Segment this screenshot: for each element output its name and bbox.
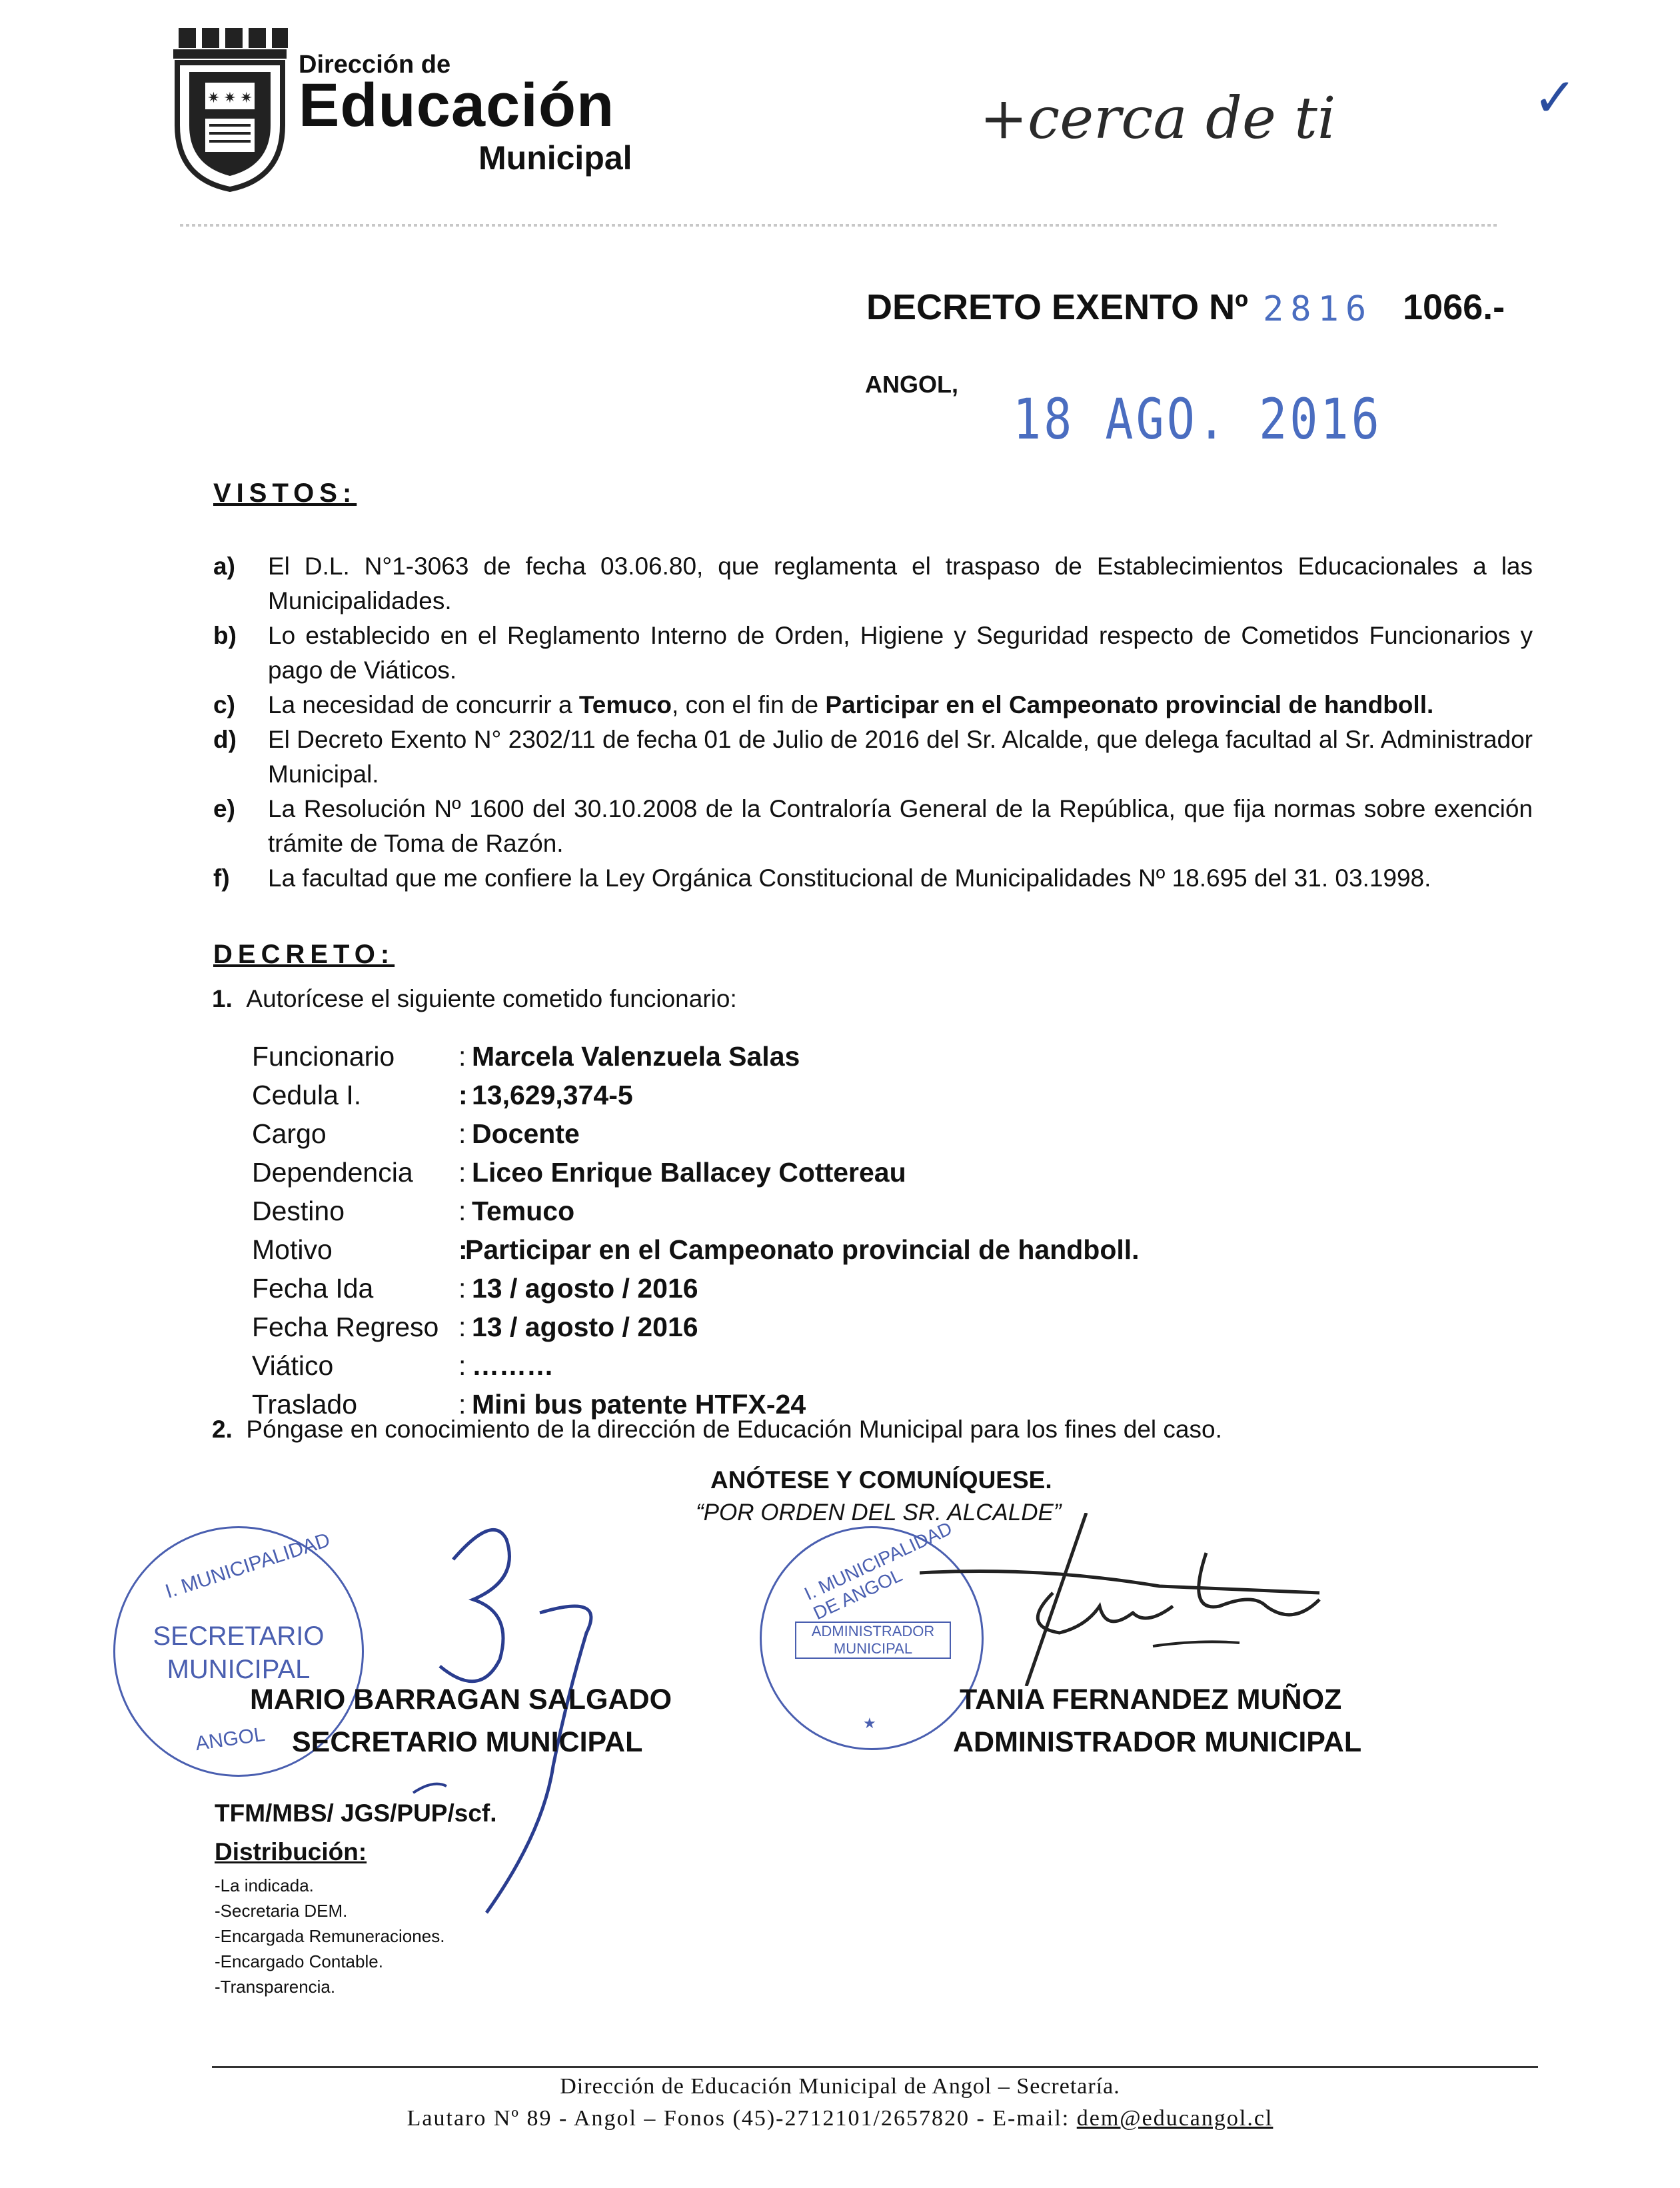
item-letter: f) [213, 864, 230, 892]
decree-number: 1066.- [1403, 287, 1505, 327]
field-value: ……… [472, 1350, 554, 1381]
footer-line-1: Dirección de Educación Municipal de Angol – Secretaría. [560, 2074, 1120, 2099]
seal-mid-text: ADMINISTRADOR [811, 1623, 935, 1640]
item-letter: e) [213, 795, 235, 822]
field-row: Cargo : Docente [252, 1118, 580, 1149]
field-row: Viático : ……… [252, 1350, 554, 1381]
field-label: Dependencia [252, 1156, 413, 1188]
distribution-list [215, 1873, 444, 1999]
seal-mid-text: MUNICIPAL [833, 1640, 913, 1657]
item-text: El D.L. N°1-3063 de fecha 03.06.80, que reglamenta el traspaso de Establecimientos Educacionales a las Municipalidades. [268, 552, 1533, 614]
field-row: Fecha Regreso : 13 / agosto / 2016 [252, 1311, 698, 1342]
list-item: -Secretaria DEM. [215, 1901, 348, 1921]
field-label: Fecha Regreso [252, 1311, 439, 1342]
list-item [213, 549, 1533, 618]
distribution-title: Distribución: [215, 1838, 367, 1865]
administrador-role: ADMINISTRADOR MUNICIPAL [953, 1726, 1362, 1758]
field-row: Dependencia : Liceo Enrique Ballacey Cottereau [252, 1156, 906, 1188]
secretario-role: SECRETARIO MUNICIPAL [292, 1726, 643, 1758]
item-letter: c) [213, 691, 235, 718]
field-row: Funcionario : Marcela Valenzuela Salas [252, 1040, 800, 1072]
decreto-point-2 [212, 1416, 1222, 1444]
list-item: -Transparencia. [215, 1977, 336, 1997]
footer-divider [212, 2066, 1538, 2068]
field-row: Motivo : Participar en el Campeonato provincial de handboll. [252, 1234, 1140, 1265]
footer-line-2 [0, 2106, 1680, 2131]
item-text: La facultad que me confiere la Ley Orgánica Constitucional de Municipalidades Nº 18.695 del 31. 03.1998. [268, 864, 1431, 892]
seal-star-icon: ★ [863, 1715, 876, 1731]
administrador-signature [920, 1513, 1346, 1686]
vistos-title: VISTOS: [213, 479, 357, 508]
field-value: Liceo Enrique Ballacey Cottereau [472, 1156, 906, 1188]
field-value: 13 / agosto / 2016 [472, 1272, 698, 1304]
footer-address: Lautaro Nº 89 - Angol – Fonos (45)-2712101/2657820 - E-mail: [407, 2106, 1077, 2131]
item-text: El Decreto Exento N° 2302/11 de fecha 01 de Julio de 2016 del Sr. Alcalde, que delega facultad al Sr. Administrador Municipal. [268, 726, 1533, 788]
field-value: Marcela Valenzuela Salas [472, 1040, 800, 1072]
field-value: Participar en el Campeonato provincial de handboll. [465, 1234, 1140, 1265]
item-letter: a) [213, 552, 235, 580]
field-label: Funcionario [252, 1040, 395, 1072]
list-item: -La indicada. [215, 1875, 314, 1895]
field-value: 13 / agosto / 2016 [472, 1311, 698, 1342]
item-text: La Resolución Nº 1600 del 30.10.2008 de la Contraloría General de la República, que fija normas sobre exención trámite de Toma de Razón. [268, 795, 1533, 857]
decree-stamp-number: 2816 [1263, 289, 1373, 329]
municipal-crest-logo [165, 25, 292, 192]
svg-text:✷ ✷ ✷: ✷ ✷ ✷ [207, 89, 253, 106]
field-label: Destino [252, 1195, 345, 1226]
place-label: ANGOL, [865, 371, 958, 398]
vistos-list [213, 549, 1533, 896]
field-label: Cedula I. [252, 1079, 362, 1110]
administrador-name: TANIA FERNANDEZ MUÑOZ [960, 1683, 1342, 1715]
field-value: Docente [472, 1118, 580, 1149]
field-label: Viático [252, 1350, 334, 1381]
list-item [213, 792, 1533, 861]
list-item: -Encargada Remuneraciones. [215, 1926, 445, 1946]
item-text-part: , con el fin de [672, 691, 826, 718]
item-text-part: La necesidad de concurrir a [268, 691, 579, 718]
date-stamp: 18 AGO. 2016 [1013, 387, 1382, 453]
field-row: Traslado : Mini bus patente HTFX-24 [252, 1388, 806, 1420]
secretario-name: MARIO BARRAGAN SALGADO [250, 1683, 672, 1715]
field-value: Temuco [472, 1195, 575, 1226]
field-row: Cedula I. : 13,629,374-5 [252, 1079, 633, 1110]
field-value: Mini bus patente HTFX-24 [472, 1388, 806, 1420]
item-text-bold: Temuco [578, 691, 672, 718]
point-number: 1. [212, 985, 233, 1012]
point-text: Autorícese el siguiente cometido funcionario: [246, 985, 737, 1012]
seal-mid-text: SECRETARIO [153, 1622, 325, 1651]
header-line-municipal: Municipal [478, 139, 632, 177]
point-text: Póngase en conocimiento de la dirección de Educación Municipal para los fines del caso. [246, 1416, 1222, 1443]
decree-label: DECRETO EXENTO Nº [866, 287, 1248, 327]
field-label: Cargo [252, 1118, 327, 1149]
header-line-educacion: Educación [299, 71, 615, 139]
item-text [268, 688, 1533, 722]
list-item: -Encargado Contable. [215, 1951, 383, 1971]
field-row: Destino : Temuco [252, 1195, 575, 1226]
seal-bottom-text: ANGOL [194, 1723, 267, 1755]
check-mark-icon: ✓ [1533, 68, 1578, 127]
list-item [213, 618, 1533, 688]
list-item [213, 861, 1533, 896]
seal-top-text: I. MUNICIPALIDAD [163, 1528, 333, 1604]
header-line-direccion: Dirección de [299, 51, 451, 79]
point-number: 2. [212, 1416, 233, 1443]
field-row: Fecha Ida : 13 / agosto / 2016 [252, 1272, 698, 1304]
seal-mid-text: MUNICIPAL [167, 1655, 311, 1684]
seal-top-text: I. MUNICIPALIDAD DE ANGOL [801, 1518, 956, 1624]
item-letter: d) [213, 726, 237, 753]
initials-reference: TFM/MBS/ JGS/PUP/scf. [215, 1799, 497, 1827]
decreto-title: DECRETO: [213, 940, 395, 969]
item-letter: b) [213, 622, 237, 649]
item-text: Lo establecido en el Reglamento Interno de Orden, Higiene y Seguridad respecto de Cometidos Funcionarios y pago de Viáticos. [268, 622, 1533, 684]
por-orden-line: “POR ORDEN DEL SR. ALCALDE” [696, 1500, 1062, 1526]
field-label: Traslado [252, 1388, 357, 1420]
anotese-line: ANÓTESE Y COMUNÍQUESE. [710, 1466, 1052, 1494]
slogan: +cerca de ti [980, 85, 1336, 152]
commission-fields [252, 1037, 1140, 1424]
header-divider [180, 224, 1499, 227]
decreto-point-1 [212, 985, 737, 1013]
footer-email-link[interactable]: dem@educangol.cl [1076, 2106, 1273, 2131]
field-label: Fecha Ida [252, 1272, 374, 1304]
field-label: Motivo [252, 1234, 333, 1265]
list-item [213, 688, 1533, 722]
list-item [213, 722, 1533, 792]
field-value: 13,629,374-5 [472, 1079, 633, 1110]
item-text-bold: Participar en el Campeonato provincial de handboll. [825, 691, 1434, 718]
